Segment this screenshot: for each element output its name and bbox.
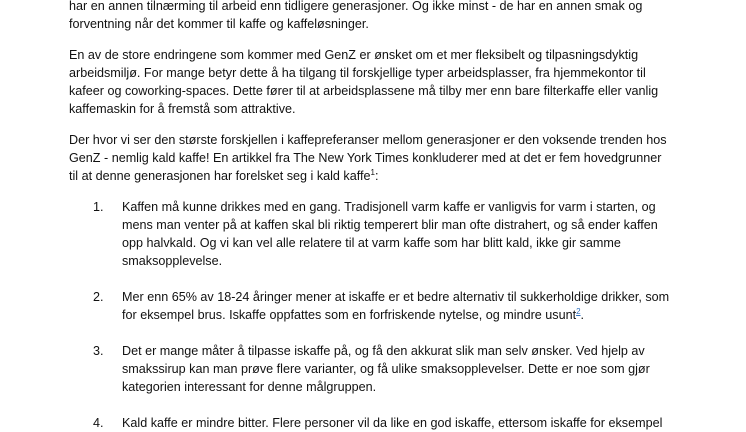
text-line: forventning når det kommer til kaffe og kaffeløsninger. [69,17,369,31]
workplace-paragraph [69,46,689,118]
list-item [93,414,689,432]
text-line: har en annen tilnærming til arbeid enn tidligere generasjoner. Og ikke minst - de har en annen smak og [69,0,643,13]
list-item-text: Kaffen må kunne drikkes med en gang. Tradisjonell varm kaffe er vanligvis for varm i starten, og mens man venter på at kaffen skal bli riktig temperert blir man ofte distrahert, og så ender kaffen opp halvkald. Og vi kan vel alle relatere til at varm kaffe som har blitt kald, ikke gir samme smaksopplevelse. [122,200,658,268]
list-number: 2. [93,290,104,304]
list-number: 1. [93,200,104,214]
list-item [93,342,689,396]
list-number: 3. [93,344,104,358]
text-line-end: : [374,169,379,183]
document-page [69,0,689,432]
text-line: Der hvor vi ser den største forskjellen i kaffepreferanser mellom generasjoner er den voksende trenden hos [69,133,667,147]
list-number: 4. [93,416,104,430]
text-line: GenZ - nemlig kald kaffe! En artikkel fra The New York Times konkluderer med at det er fem hovedgrunner [69,151,662,165]
list-item [93,198,689,270]
intro-paragraph [69,0,689,33]
list-item-text: Mer enn 65% av 18-24 åringer mener at iskaffe er et bedre alternativ til sukkerholdige drikker, som for eksempel brus. Iskaffe oppfattes som en forfriskende nytelse, og mindre usunt$^2$. [122,290,670,322]
text-line: En av de store endringene som kommer med GenZ er ønsket om et mer fleksibelt og tilpasningsdyktig [69,48,639,62]
cold-coffee-paragraph [69,131,689,185]
list-item-text: Kald kaffe er mindre bitter. Flere personer vil da like en god iskaffe, ettersom iskaffe for eksempel [122,416,663,430]
text-line: kaffemaskin for å fremstå som attraktive. [69,102,296,116]
footnote-link[interactable]: 2 [576,307,581,316]
text-line: arbeidsmiljø. For mange betyr dette å ha tilgang til forskjellige typer arbeidsplasser, fra hjemmekontor til [69,66,646,80]
footnote-marker[interactable]: 1 [370,168,375,177]
reasons-list [69,198,689,432]
text-line: kafeer og coworking-spaces. Dette fører til at arbeidsplassene må tilby mer enn bare filterkaffe eller vanlig [69,84,659,98]
list-item-text: Det er mange måter å tilpasse iskaffe på, og få den akkurat slik man selv ønsker. Ved hjelp av smakssirup kan man prøve flere varianter, og få ulike smaksopplevelser. Dette er noe som gjør kategorien interessant for denne målgruppen. [122,344,650,394]
text-line: til at denne generasjonen har forelsket seg i kald kaffe [69,169,371,183]
list-item [93,288,689,324]
